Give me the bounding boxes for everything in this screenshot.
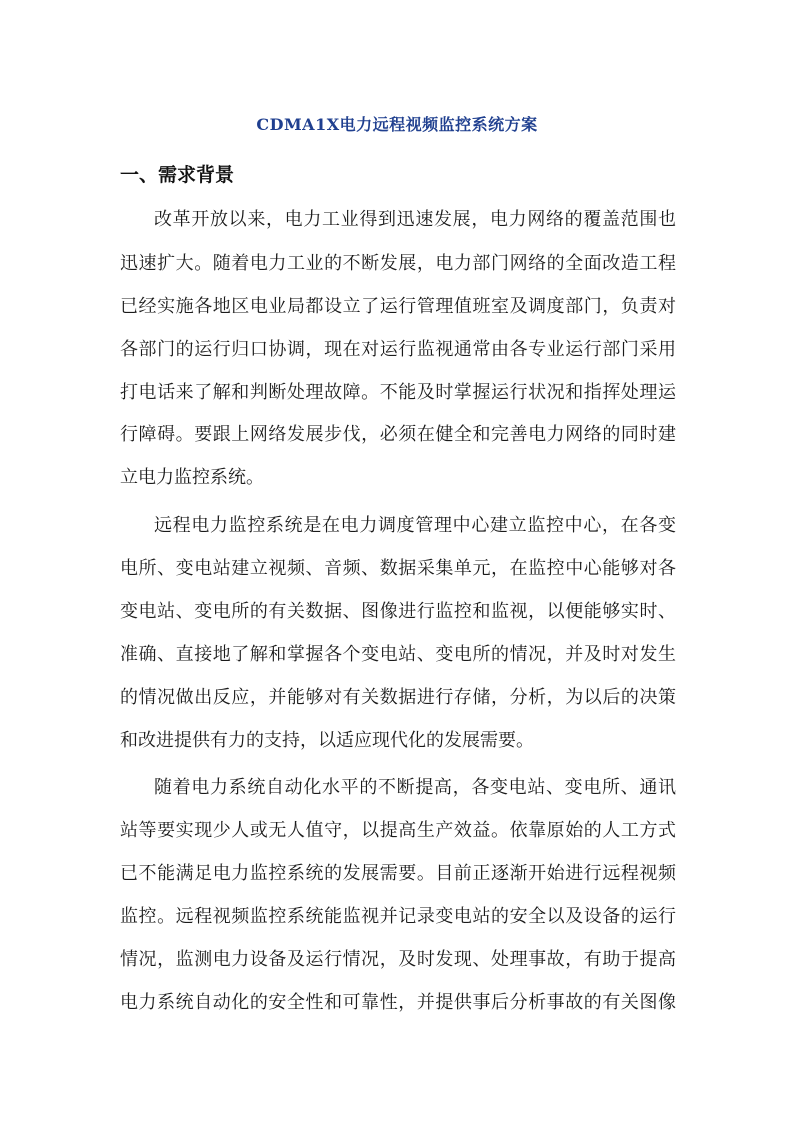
paragraph-2-line-2: 电所、变电站建立视频、音频、数据采集单元，在监控中心能够对各 — [120, 558, 676, 579]
paragraph-3-line-2: 站等要实现少人或无人值守，以提高生产效益。依靠原始的人工方式 — [120, 820, 676, 841]
paragraph-1-line-2: 迅速扩大。随着电力工业的不断发展，电力部门网络的全面改造工程 — [120, 253, 676, 274]
paragraph-3-line-5: 情况，监测电力设备及运行情况，及时发现、处理事故，有助于提高 — [120, 949, 676, 970]
paragraph-1-line-7: 立电力监控系统。 — [120, 467, 264, 488]
paragraph-3-line-4: 监控。远程视频监控系统能监视并记录变电站的安全以及设备的运行 — [120, 906, 676, 927]
paragraph-3-line-6: 电力系统自动化的安全性和可靠性，并提供事后分析事故的有关图像 — [120, 992, 676, 1013]
document-title: CDMA1X电力远程视频监控系统方案 — [256, 115, 538, 134]
paragraph-1-line-1: 改革开放以来，电力工业得到迅速发展，电力网络的覆盖范围也 — [154, 209, 676, 230]
paragraph-1-line-3: 已经实施各地区电业局都设立了运行管理值班室及调度部门，负责对 — [120, 296, 676, 317]
paragraph-2-line-6: 和改进提供有力的支持，以适应现代化的发展需要。 — [120, 730, 534, 751]
paragraph-2-line-3: 变电站、变电所的有关数据、图像进行监控和监视，以便能够实时、 — [120, 601, 676, 622]
paragraph-2-line-5: 的情况做出反应，并能够对有关数据进行存储，分析，为以后的决策 — [120, 687, 676, 708]
paragraph-3-line-1: 随着电力系统自动化水平的不断提高，各变电站、变电所、通讯 — [154, 777, 676, 798]
paragraph-1-line-6: 行障碍。要跟上网络发展步伐，必须在健全和完善电力网络的同时建 — [120, 424, 676, 445]
paragraph-1-line-5: 打电话来了解和判断处理故障。不能及时掌握运行状况和指挥处理运 — [120, 382, 676, 403]
section-heading: 一、需求背景 — [120, 164, 235, 186]
paragraph-3-line-3: 已不能满足电力监控系统的发展需要。目前正逐渐开始进行远程视频 — [120, 863, 676, 884]
paragraph-2-line-4: 准确、直接地了解和掌握各个变电站、变电所的情况，并及时对发生 — [120, 644, 676, 665]
paragraph-1-line-4: 各部门的运行归口协调，现在对运行监视通常由各专业运行部门采用 — [120, 339, 676, 360]
paragraph-2-line-1: 远程电力监控系统是在电力调度管理中心建立监控中心，在各变 — [154, 515, 676, 536]
